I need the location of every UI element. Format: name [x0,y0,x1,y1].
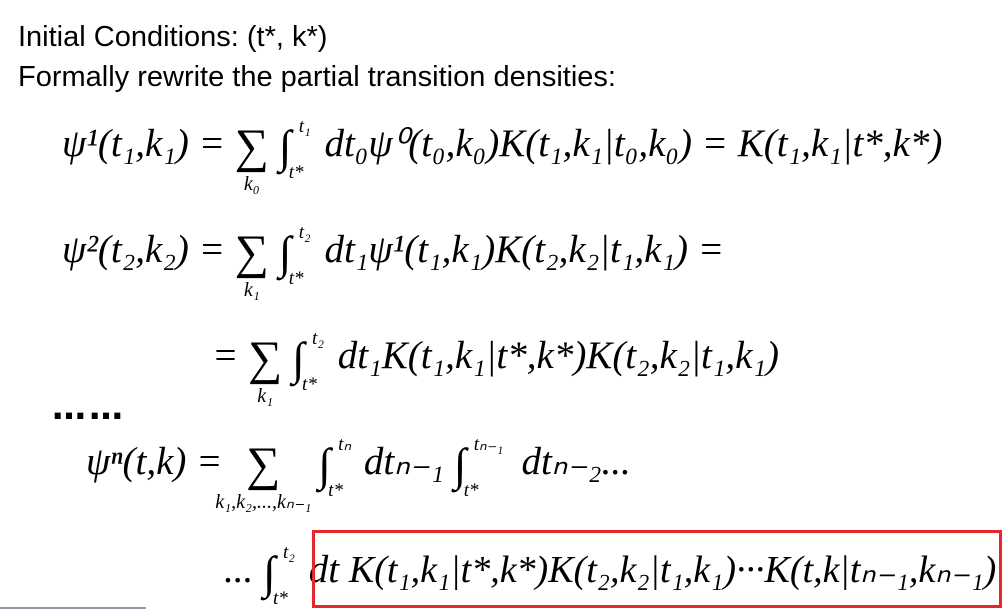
eq3-int-upper: t₂ [312,328,324,350]
equation-psi1 [62,116,943,196]
initial-conditions-line: Initial Conditions: (t*, k*) [18,21,328,53]
eq1-int-upper: t₁ [298,116,311,138]
eq1-integral: ∫ t₁ t* [278,116,311,184]
eq3-int-lower: t* [302,374,317,396]
eq3-sum: ∑ k₁ [248,332,283,408]
eq4-integral-1: ∫ tₙ t* [318,434,352,502]
eq2-int-upper: t₂ [298,222,311,244]
equation-psin [86,434,631,514]
eq5-integral: ∫ t₂ t* [263,542,295,610]
eq5-kernel-product: K(t₁,k₁|t*,k*)K(t₂,k₂|t₁,k₁)···K(t,k|tₙ₋₁,kₙ₋₁) [348,549,997,591]
eq4-int1-body: dtₙ₋₁ [363,440,444,483]
eq3-sum-index: k₁ [257,385,274,408]
eq4-integral-2: ∫ tₙ₋₁ t* [453,434,504,502]
eq4-sum: ∑ k₁,k₂,...,kₙ₋₁ [215,438,312,514]
eq4-int1-upper: tₙ [338,434,352,456]
equation-psin-continued [224,542,997,610]
eq5-int-upper: t₂ [283,542,295,564]
eq5-int-lower: t* [273,588,288,610]
rewrite-line: Formally rewrite the partial transition densities: [18,61,616,93]
eq5-prefix: ... [224,548,254,591]
eq4-int2-lower: t* [463,480,479,502]
eq2-integral: ∫ t₂ t* [278,222,311,290]
bottom-rule [0,607,146,609]
eq1-body: dt₀ψ⁰(t₀,k₀)K(t₁,k₁|t₀,k₀) = K(t₁,k₁|t*,k*) [324,122,943,165]
eq2-int-lower: t* [288,268,304,290]
eq3-body: dt₁K(t₁,k₁|t*,k*)K(t₂,k₂|t₁,k₁) [337,334,780,377]
eq2-sum: ∑ k₁ [234,226,269,302]
eq3-lhs: = [212,334,239,377]
eq1-lhs: ψ¹(t₁,k₁) = [62,122,225,165]
equation-psi2 [62,222,725,302]
ellipsis-dots: …… [52,388,126,428]
eq2-lhs: ψ²(t₂,k₂) = [62,228,225,271]
eq1-sum: ∑ k₀ [234,120,269,196]
eq4-lhs: ψⁿ(t,k) = [86,440,223,483]
eq3-integral: ∫ t₂ t* [292,328,324,396]
eq1-int-lower: t* [288,162,304,184]
eq4-int2-upper: tₙ₋₁ [473,434,504,456]
eq1-sum-index: k₀ [243,173,260,196]
eq4-int1-lower: t* [328,480,343,502]
equation-psi2-expanded [212,328,780,408]
eq4-int2-body: dtₙ₋₂... [521,440,631,483]
eq4-sum-index: k₁,k₂,...,kₙ₋₁ [215,491,312,514]
eq2-body: dt₁ψ¹(t₁,k₁)K(t₂,k₂|t₁,k₁) = [324,228,725,271]
eq5-body-pre: dt [308,548,340,591]
eq2-sum-index: k₁ [243,279,260,302]
